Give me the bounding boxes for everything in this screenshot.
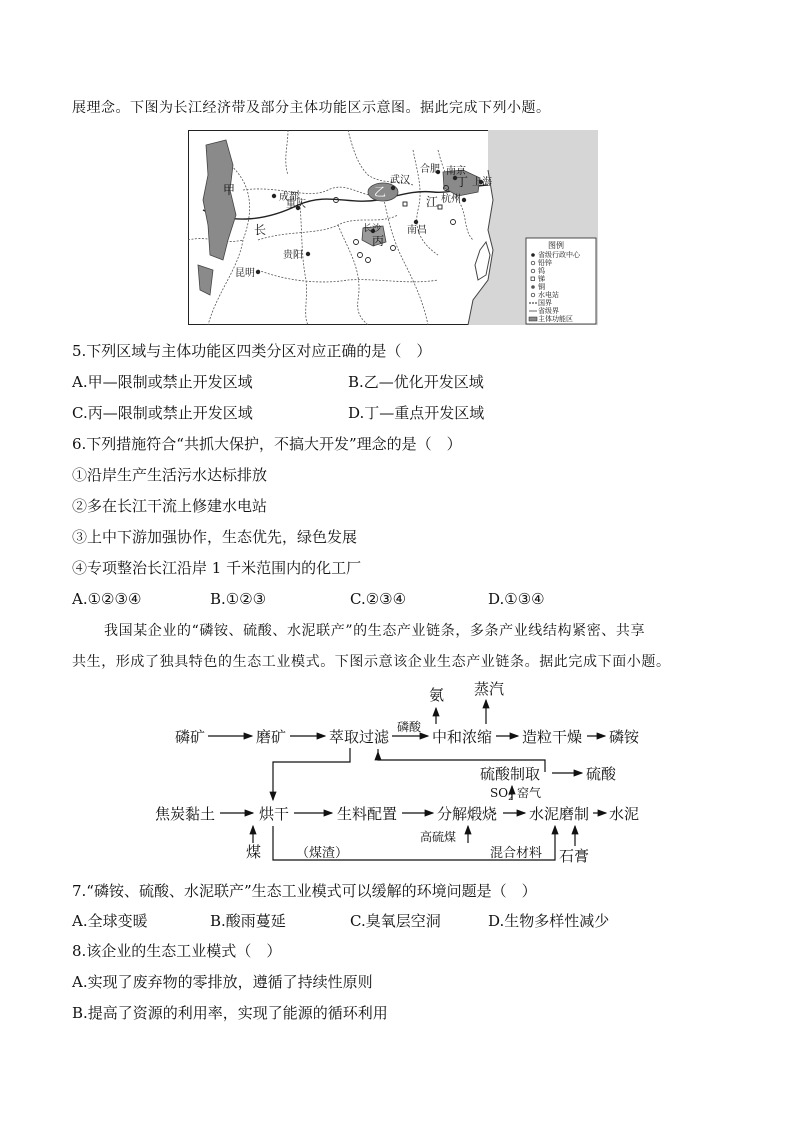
flow-phos-ore: 磷矿 (175, 728, 206, 746)
map-svg (188, 130, 598, 325)
legend-item-1: 铅锌 (538, 259, 552, 267)
map-label-nanjing: 南京 (446, 166, 466, 177)
legend-item-0: 省级行政中心 (538, 251, 580, 259)
legend-item-6: 国界 (538, 299, 552, 307)
flow-grind: 磨矿 (256, 728, 287, 746)
map-label-guiyang: 贵阳 (283, 250, 303, 261)
map-label-nanchang: 南昌 (407, 225, 427, 236)
q6-option-c[interactable]: C.②③④ (350, 590, 407, 608)
flow-neutral: 中和浓缩 (432, 728, 493, 746)
legend-item-4: 铜 (538, 283, 545, 291)
legend-item-2: 钨 (538, 267, 545, 275)
q7-option-b[interactable]: B.酸雨蔓延 (210, 912, 286, 930)
map-label-chengdu: 成都 (279, 192, 299, 203)
flow-steam: 蒸汽 (474, 680, 505, 698)
map-label-bing: 丙 (372, 234, 385, 248)
map-label-shanghai: 上海 (472, 177, 492, 188)
flow-raw-mix: 生料配置 (337, 805, 398, 823)
flow-so2-sub: 2 (508, 793, 514, 802)
city-dot-kunming (256, 270, 260, 274)
q6-item-3: ③上中下游加强协作，生态优先，绿色发展 (72, 528, 358, 546)
zone-jia-south (198, 265, 213, 295)
q6-item-2: ②多在长江干流上修建水电站 (72, 497, 268, 515)
map-label-chongqing: 重庆 (286, 199, 306, 210)
map-label-wuhan: 武汉 (390, 175, 410, 186)
legend-title: 图例 (548, 241, 564, 250)
map-label-chang: 长 (254, 223, 267, 237)
city-dot-guiyang (306, 252, 310, 256)
flow-granulate: 造粒干燥 (522, 728, 583, 746)
city-dot-hangzhou (462, 198, 466, 202)
q6-stem: 6.下列措施符合“共抓大保护，不搞大开发”理念的是（ ） (72, 435, 462, 453)
flow-dry: 烘干 (259, 805, 290, 823)
q7-option-d[interactable]: D.生物多样性减少 (488, 912, 610, 930)
map-label-yi: 乙 (374, 185, 387, 199)
q6-item-1: ①沿岸生产生活污水达标排放 (72, 466, 268, 484)
flow-mixed: 混合材料 (490, 846, 543, 861)
city-dot-chengdu (272, 194, 276, 198)
flow-ammonia: 氨 (429, 686, 445, 704)
flow-ammonium: 磷铵 (609, 728, 640, 746)
q6-option-a[interactable]: A.①②③④ (72, 590, 142, 608)
legend-item-5: 水电站 (538, 291, 559, 299)
map-label-kunming: 昆明 (235, 268, 255, 279)
map-label-hangzhou: 杭州 (441, 194, 461, 205)
intro-text: 展理念。下图为长江经济带及部分主体功能区示意图。据此完成下列小题。 (72, 100, 551, 116)
q6-item-4: ④专项整治长江沿岸 1 千米范围内的化工厂 (72, 559, 362, 577)
map-label-changsha: 长沙 (363, 224, 382, 234)
legend-item-7: 省级界 (538, 307, 559, 315)
flow-coal: 煤 (246, 843, 262, 861)
q8-option-a[interactable]: A.实现了废弃物的零排放，遵循了持续性原则 (72, 973, 373, 991)
q5-option-c[interactable]: C.丙—限制或禁止开发区域 (72, 404, 253, 422)
q6-option-d[interactable]: D.①③④ (488, 590, 545, 608)
q5-option-a[interactable]: A.甲—限制或禁止开发区域 (72, 373, 253, 391)
map-label-hefei: 合肥 (420, 164, 440, 175)
flow-so2: SO (490, 786, 509, 800)
flow-decomp: 分解煅烧 (437, 805, 498, 823)
flow-coke-clay: 焦炭黏土 (155, 805, 216, 823)
q7-stem: 7.“磷铵、硫酸、水泥联产”生态工业模式可以缓解的环境问题是（ ） (72, 882, 537, 900)
q8-stem: 8.该企业的生态工业模式（ ） (72, 942, 282, 960)
city-dot-wuhan (391, 186, 395, 190)
q5-option-b[interactable]: B.乙—优化开发区域 (348, 373, 484, 391)
flow-hs-coal: 高硫煤 (420, 830, 457, 844)
q5-option-d[interactable]: D.丁—重点开发区域 (348, 404, 485, 422)
flow-sulf-make: 硫酸制取 (480, 765, 541, 783)
para2-line1: 我国某企业的“磷铵、硫酸、水泥联产”的生态产业链条，多条产业线结构紧密、共享 (104, 623, 646, 639)
map-label-jia: 甲 (223, 183, 236, 197)
flow-extract: 萃取过滤 (329, 728, 390, 746)
map-label-jiang: 江 (426, 195, 439, 209)
flow-slag: （煤渣） (296, 846, 349, 861)
flow-tail-gas: 窑气 (517, 786, 542, 800)
q5-stem: 5.下列区域与主体功能区四类分区对应正确的是（ ） (72, 342, 432, 360)
q7-option-a[interactable]: A.全球变暖 (72, 912, 148, 930)
svg-text:SO2 (490, 786, 513, 802)
flow-cement: 水泥 (609, 805, 640, 823)
flow-phos-acid: 磷酸 (397, 720, 422, 734)
flow-sulf-acid: 硫酸 (586, 765, 617, 783)
q6-option-b[interactable]: B.①②③ (210, 590, 267, 608)
q7-option-c[interactable]: C.臭氧层空洞 (350, 912, 441, 930)
yangtze-map (188, 130, 598, 325)
legend-item-8: 主体功能区 (538, 315, 573, 323)
q8-option-b[interactable]: B.提高了资源的利用率，实现了能源的循环利用 (72, 1004, 388, 1022)
flow-gypsum: 石膏 (559, 847, 590, 865)
city-dot-nanchang (414, 220, 418, 224)
para2-line2: 共生，形成了独具特色的生态工业模式。下图示意该企业生态产业链条。据此完成下面小题。 (72, 654, 671, 670)
legend-item-3: 锑 (538, 275, 545, 283)
map-legend (526, 238, 596, 324)
map-label-ding: 丁 (456, 175, 469, 189)
flow-mill: 水泥磨制 (529, 805, 590, 823)
